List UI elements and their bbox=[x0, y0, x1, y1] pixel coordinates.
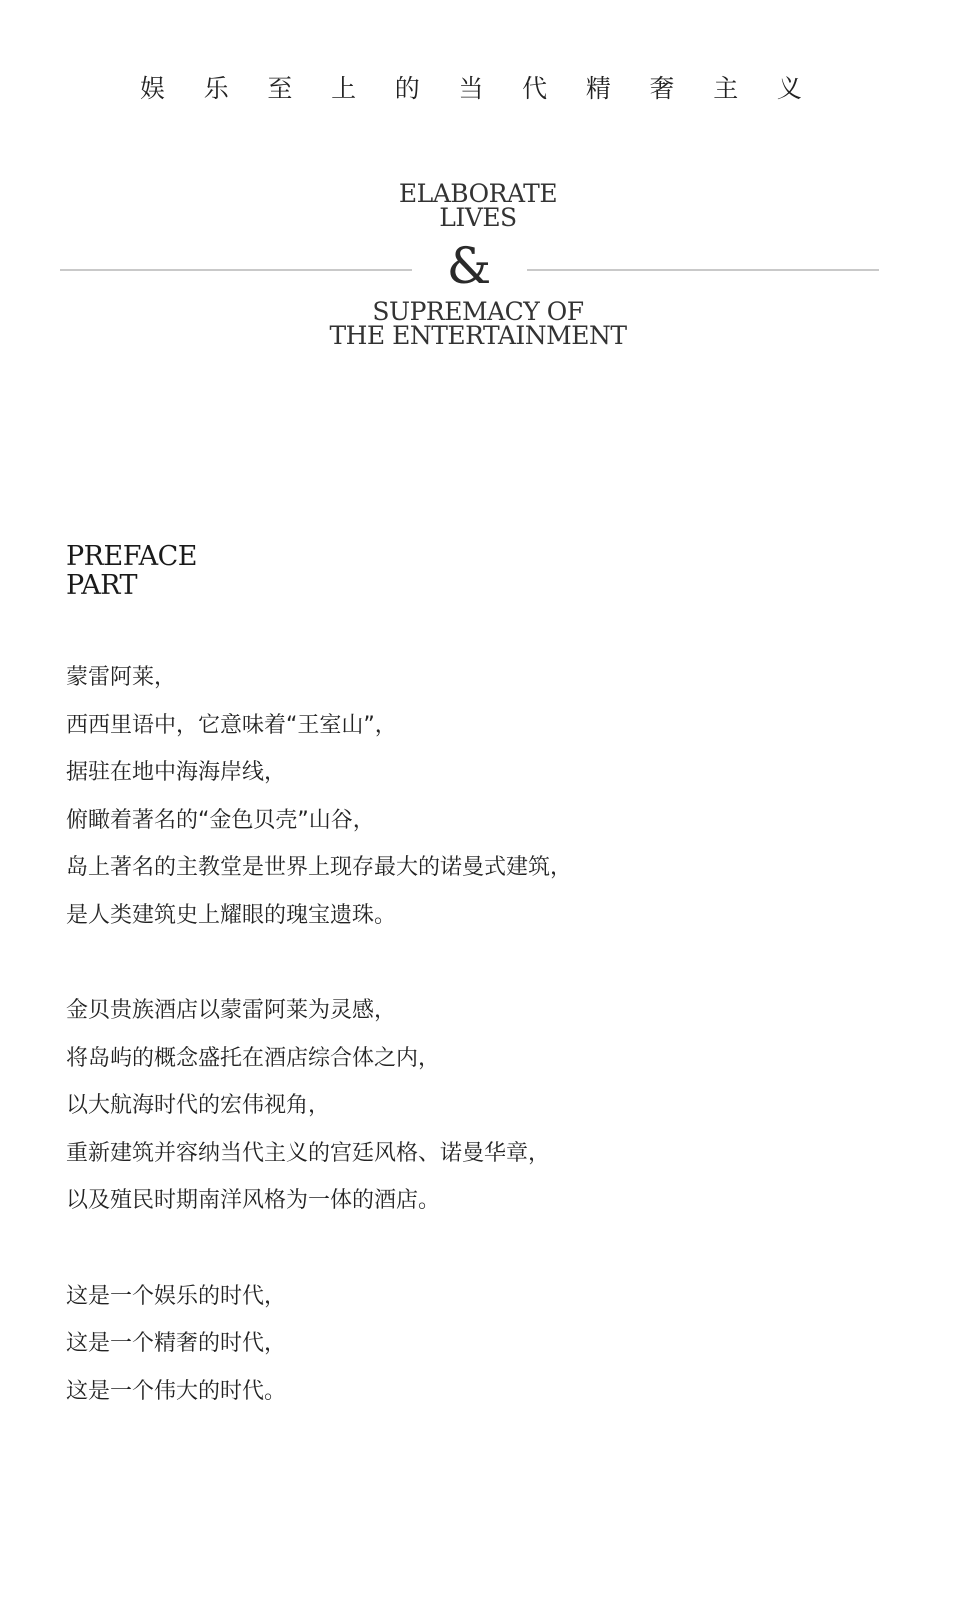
text-line: 以及殖民时期南洋风格为一体的酒店。 bbox=[66, 1188, 441, 1213]
text-line: 这是一个伟大的时代。 bbox=[66, 1378, 287, 1404]
emblem-line-elaborate: ELABORATE bbox=[398, 179, 558, 208]
title-char: 乐 bbox=[203, 74, 229, 103]
ampersand-mark: & bbox=[446, 237, 492, 295]
divider-left bbox=[60, 269, 412, 271]
paragraph-3 bbox=[66, 1277, 906, 1420]
text-line: 金贝贵族酒店以蒙雷阿莱为灵感， bbox=[66, 998, 397, 1023]
text-line: 西西里语中，它意味着“王室山”， bbox=[66, 712, 397, 738]
paragraph-2 bbox=[66, 991, 906, 1229]
emblem-top-text bbox=[0, 179, 956, 232]
text-line: 是人类建筑史上耀眼的瑰宝遗珠。 bbox=[66, 902, 397, 928]
part-line: PART bbox=[66, 570, 138, 601]
text-line: 将岛屿的概念盛托在酒店综合体之内， bbox=[66, 1045, 441, 1071]
text-line: 据驻在地中海海岸线， bbox=[66, 760, 287, 785]
preface-line: PREFACE bbox=[66, 541, 197, 572]
emblem-bottom-text bbox=[0, 297, 956, 350]
paragraph-1 bbox=[66, 658, 906, 943]
preface-heading bbox=[66, 542, 197, 600]
title-char: 代 bbox=[522, 74, 548, 103]
title-char: 当 bbox=[458, 74, 484, 103]
title-char: 的 bbox=[394, 74, 420, 103]
title-char: 主 bbox=[713, 74, 739, 103]
title-char: 至 bbox=[267, 74, 293, 103]
title-char: 娱 bbox=[140, 74, 166, 103]
text-line: 重新建筑并容纳当代主义的宫廷风格、诺曼华章， bbox=[66, 1140, 551, 1166]
title-char: 上 bbox=[331, 74, 357, 103]
emblem-line-entertainment: THE ENTERTAINMENT bbox=[329, 321, 627, 350]
text-line: 以大航海时代的宏伟视角， bbox=[66, 1093, 331, 1118]
title-char: 义 bbox=[776, 74, 802, 103]
title-char: 奢 bbox=[649, 74, 675, 103]
text-line: 岛上著名的主教堂是世界上现存最大的诺曼式建筑， bbox=[66, 855, 573, 880]
emblem-line-supremacy: SUPREMACY OF bbox=[372, 297, 584, 326]
text-line: 蒙雷阿莱， bbox=[66, 665, 177, 690]
divider-right bbox=[527, 269, 879, 271]
body-text bbox=[66, 658, 906, 1467]
text-line: 这是一个娱乐的时代， bbox=[66, 1283, 287, 1309]
chinese-title bbox=[140, 72, 802, 106]
text-line: 俯瞰着著名的“金色贝壳”山谷， bbox=[66, 807, 375, 833]
text-line: 这是一个精奢的时代， bbox=[66, 1331, 287, 1356]
emblem-line-lives: LIVES bbox=[439, 203, 517, 232]
title-char: 精 bbox=[585, 74, 611, 103]
